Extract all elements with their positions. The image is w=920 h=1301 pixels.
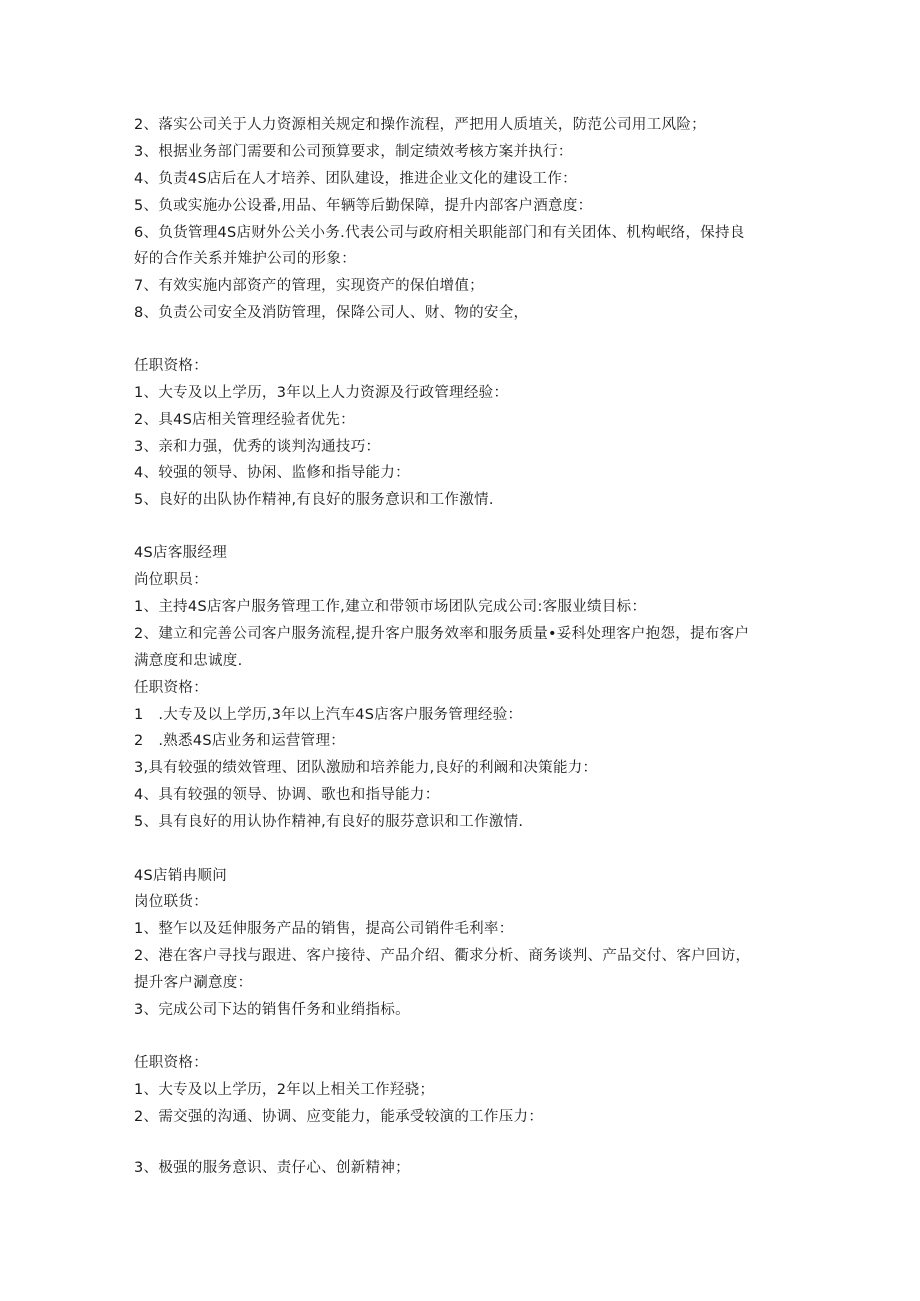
- section-heading: 尚位职员：: [134, 572, 208, 588]
- section-heading: 任职资格：: [134, 680, 208, 696]
- text-line: 4、较强的领导、协闲、监修和指导能力：: [134, 465, 410, 481]
- text-line: 4、具有较强的领导、协调、歌也和指导能力：: [134, 787, 440, 803]
- text-line: 1、大专及以上学历，2年以上相关工作羟骁；: [134, 1082, 435, 1098]
- text-line: 1、大专及以上学历，3年以上人力资源及行政管理经验：: [134, 385, 509, 401]
- text-line: 1 .大专及以上学历,3年以上汽车4S店客户服务管理经验：: [134, 707, 523, 723]
- text-line: 1、整乍以及廷伸服务产品的销售，提高公司销件毛利率：: [134, 921, 514, 937]
- text-line: 6、负货管理4S店财外公关小务.代表公司与政府相关职能部门和有关团体、机构岷络，保持良: [134, 225, 745, 241]
- text-line: 3、亲和力强，优秀的谈判沟通技巧：: [134, 439, 381, 455]
- text-line: 2、建立和完善公司客户服务流程,提升客户服务效率和服务质量•妥科处理客户抱怨，提布客户: [134, 626, 750, 642]
- job-title: 4S店销冉顺问: [134, 868, 228, 884]
- text-line: 5、具有良好的用认协作精神,有良好的服芬意识和工作激情.: [134, 814, 524, 830]
- text-line: 好的合作关系并雉护公司的形象：: [134, 251, 356, 267]
- section-heading: 任职资格：: [134, 358, 208, 374]
- section-heading: 岗位联货：: [134, 894, 208, 910]
- text-line: 1、主持4S店客户服务管理工作,建立和带领市场团队完成公司:客服业绩目标：: [134, 599, 647, 615]
- text-line: 5、良好的出队协作精神,有良好的服务意识和工作激情.: [134, 492, 494, 508]
- job-title: 4S店客服经理: [134, 545, 228, 561]
- text-line: 提升客户涮意度：: [134, 975, 253, 991]
- section-heading: 任职资格：: [134, 1055, 208, 1071]
- text-line: 2、具4S店相关管理经验者优先：: [134, 412, 355, 428]
- text-line: 2 .熟悉4S店业务和运营管理：: [134, 733, 346, 749]
- text-line: 3、完成公司下达的销售仟务和业绡指标。: [134, 1002, 410, 1018]
- text-line: 3、根据业务部门需要和公司预算要求，制定绩效考核方案并执行：: [134, 144, 573, 160]
- text-line: 5、负或实施办公设番,用品、年辆等后勤保障，提升内部客户酒意度：: [134, 198, 593, 214]
- text-line: 2、需交强的沟通、协调、应变能力，能承受较演的工作压力：: [134, 1109, 544, 1125]
- text-line: 3、极强的服务意识、责仔心、创新精神；: [134, 1160, 410, 1176]
- text-line: 4、负责4S店后在人才培养、团队建设，推进企业文化的建设工作：: [134, 171, 577, 187]
- text-line: 2、港在客户寻找与跟进、客户接待、产品介绍、衢求分析、商务谈判、产品交付、客户回访，: [134, 948, 751, 964]
- text-line: 3,具有较强的绩效管理、团队激励和培养能力,良好的利阚和决策能力：: [134, 760, 598, 776]
- text-line: 8、负责公司安全及消防管理，保降公司人、财、物的安全，: [134, 305, 529, 321]
- text-line: 2、落实公司关于人力资源相关规定和操作流程，严把用人质埴关，防范公司用工风险；: [134, 117, 706, 133]
- text-line: 满意度和忠诚度.: [134, 653, 243, 669]
- text-line: 7、有效实施内部资产的管理，实现资产的保伯增值；: [134, 278, 484, 294]
